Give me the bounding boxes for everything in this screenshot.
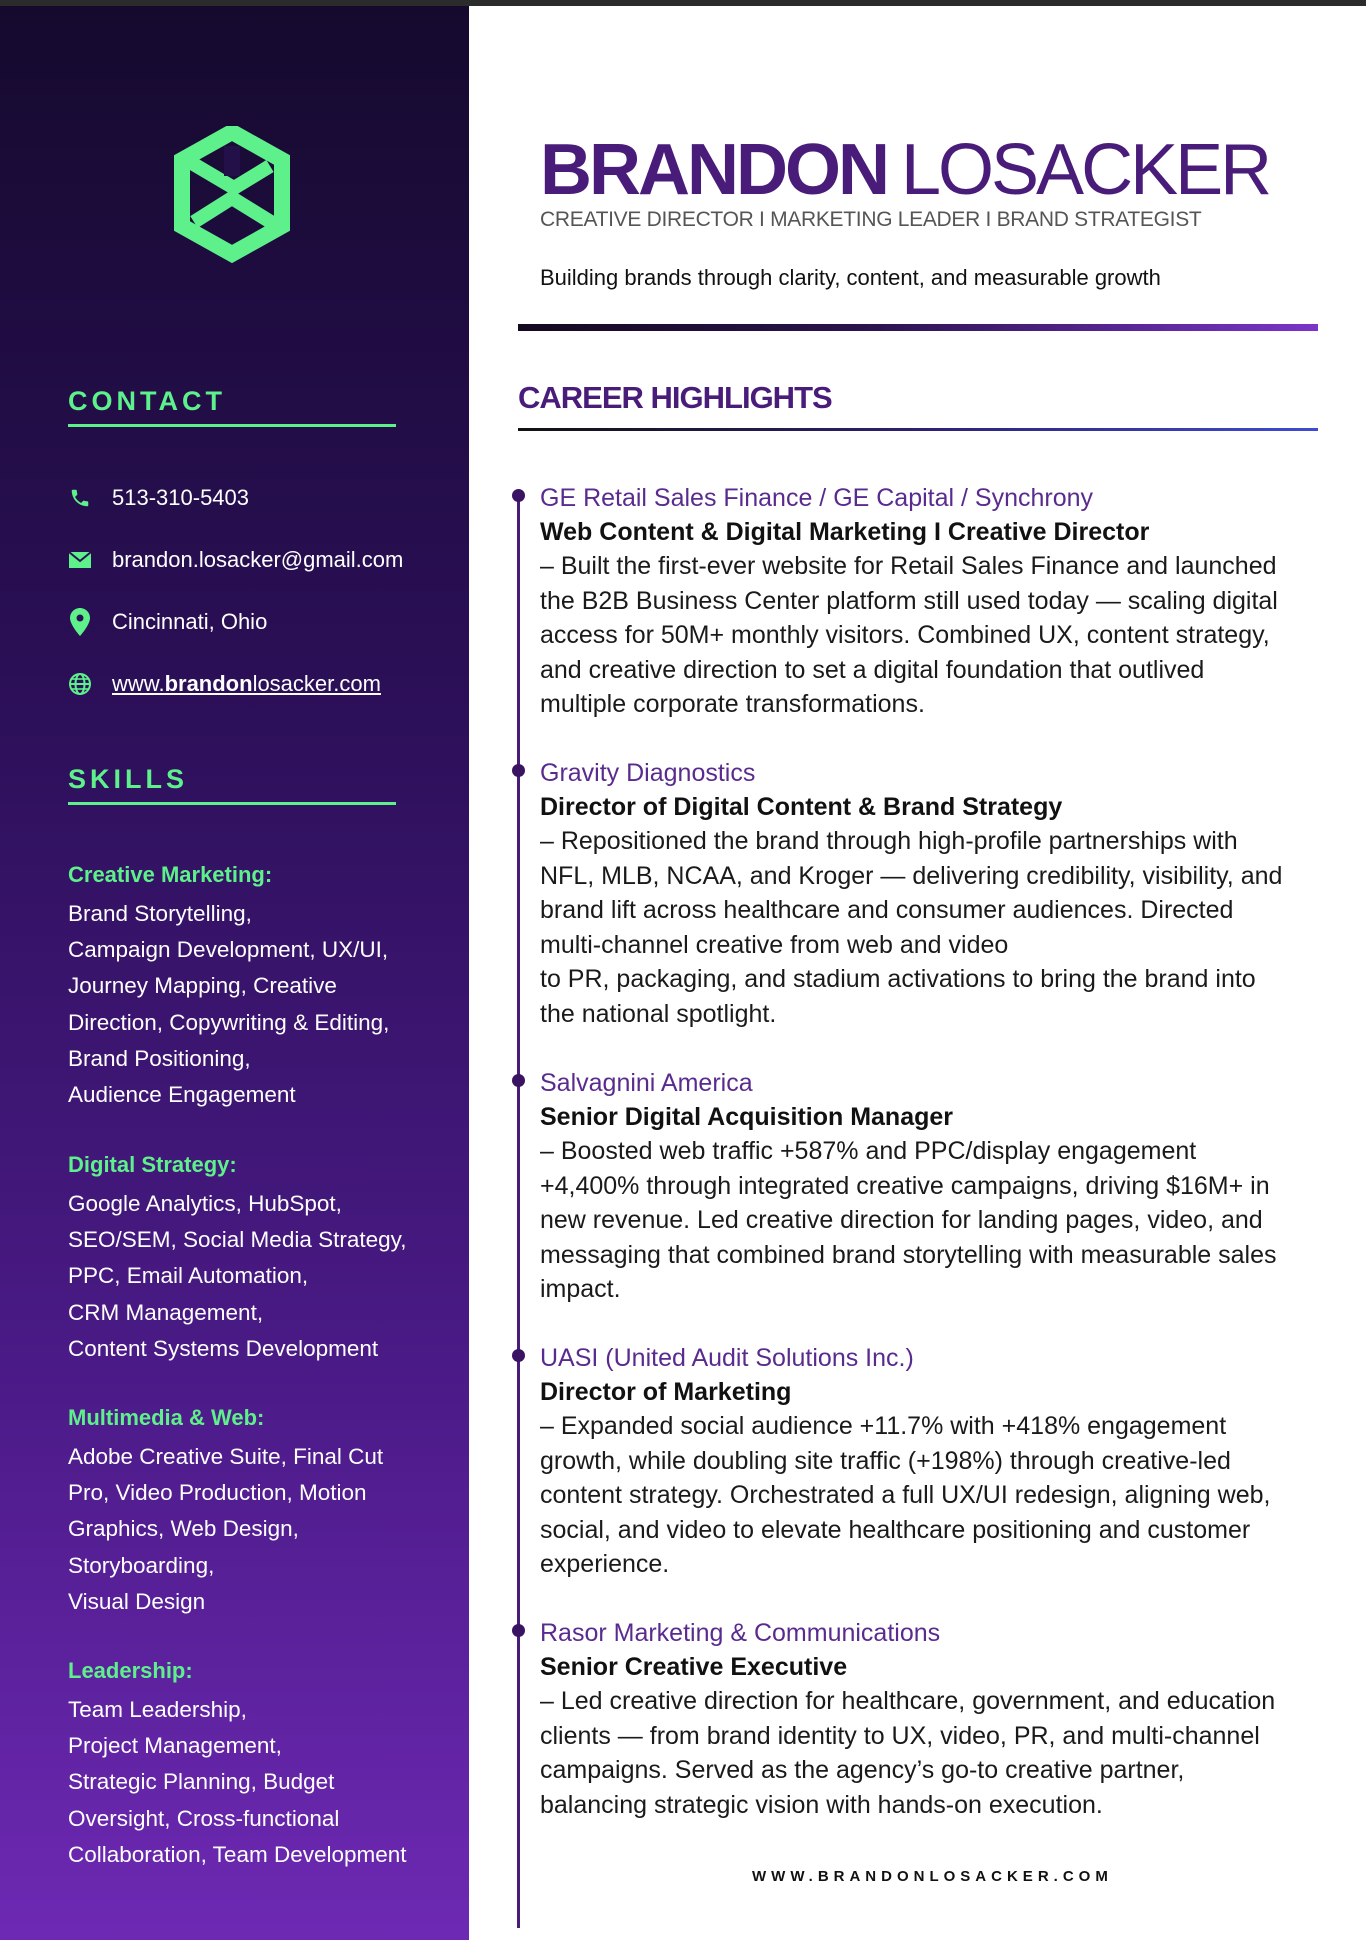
skill-line: Collaboration, Team Development [68, 1841, 407, 1867]
job-description-line: – Led creative direction for healthcare, government, and education [540, 1687, 1276, 1715]
skill-line: Pro, Video Production, Motion [68, 1480, 367, 1506]
job-entry [540, 1616, 1320, 1822]
skill-line: Google Analytics, HubSpot, [68, 1191, 342, 1216]
job-description-line: experience. [540, 1550, 670, 1578]
job-role: Senior Digital Acquisition Manager [540, 1103, 954, 1131]
job-description-line: access for 50M+ monthly visitors. Combined UX, content strategy, [540, 621, 1270, 649]
skill-line: Brand Storytelling, [68, 901, 252, 926]
job-description-line: brand lift across healthcare and consumer audiences. Directed [540, 896, 1234, 924]
skill-title: Multimedia & Web: [68, 1405, 265, 1430]
timeline-dot [512, 1349, 525, 1362]
skill-group-digital-strategy [68, 1152, 448, 1367]
job-description-line: to PR, packaging, and stadium activations to bring the brand into [540, 965, 1256, 993]
website-prefix: www. [112, 671, 165, 696]
skill-line: Project Management, [68, 1733, 282, 1759]
skill-title: Creative Marketing: [68, 862, 273, 887]
skill-line: Visual Design [68, 1588, 206, 1614]
job-role: Web Content & Digital Marketing I Creative Director [540, 518, 1150, 546]
job-title-line: CREATIVE DIRECTOR I MARKETING LEADER I BRAND STRATEGIST [540, 208, 1202, 231]
contact-location [68, 604, 267, 640]
skill-line: Strategic Planning, Budget [68, 1769, 335, 1795]
job-description-line: +4,400% through integrated creative campaigns, driving $16M+ in [540, 1171, 1270, 1200]
company-name: UASI (United Audit Solutions Inc.) [540, 1344, 914, 1372]
contact-heading: CONTACT [68, 386, 226, 416]
job-description-line: the national spotlight. [540, 999, 777, 1028]
company-name: Gravity Diagnostics [540, 759, 756, 787]
last-name: LOSACKER [900, 130, 1270, 210]
email-address[interactable]: brandon.losacker@gmail.com [112, 547, 404, 572]
skill-line: Campaign Development, UX/UI, [68, 937, 389, 963]
phone-number: 513-310-5403 [112, 485, 250, 510]
company-name: Rasor Marketing & Communications [540, 1619, 941, 1647]
job-description-line: – Boosted web traffic +587% and PPC/display engagement [540, 1137, 1197, 1165]
location-pin-icon [68, 610, 92, 634]
skills-heading: SKILLS [68, 764, 189, 794]
job-description-line: – Expanded social audience +11.7% with +418% engagement [540, 1412, 1227, 1440]
skills-rule [68, 802, 396, 805]
website-link[interactable] [112, 671, 381, 697]
header-divider [518, 324, 1318, 331]
job-description-line: NFL, MLB, NCAA, and Kroger — delivering credibility, visibility, and [540, 861, 1283, 890]
location-text: Cincinnati, Ohio [112, 609, 268, 634]
contact-email[interactable] [68, 542, 403, 578]
job-description-line: the B2B Business Center platform still used today — scaling digital [540, 586, 1278, 615]
first-name: BRANDON [540, 130, 887, 210]
skill-line: Brand Positioning, [68, 1045, 251, 1071]
skill-line: Journey Mapping, Creative [68, 973, 337, 999]
contact-phone [68, 480, 249, 516]
contact-rule [68, 424, 396, 427]
job-description-line: new revenue. Led creative direction for landing pages, video, and [540, 1206, 1263, 1234]
skill-line: Graphics, Web Design, [68, 1516, 299, 1542]
section-divider [518, 428, 1318, 431]
job-entry [540, 481, 1320, 722]
skill-line: Direction, Copywriting & Editing, [68, 1009, 390, 1035]
name-heading [540, 130, 1269, 210]
logo-icon [172, 126, 292, 266]
timeline-line [517, 495, 520, 1928]
job-description-line: impact. [540, 1275, 621, 1303]
job-role: Director of Marketing [540, 1378, 792, 1406]
tagline: Building brands through clarity, content, and measurable growth [540, 265, 1161, 290]
timeline-dot [512, 1074, 525, 1087]
website-bold: brandon [164, 671, 253, 696]
skill-group-leadership [68, 1658, 448, 1873]
career-highlights-heading: CAREER HIGHLIGHTS [518, 380, 832, 415]
skill-group-multimedia-web [68, 1405, 448, 1620]
job-description-line: social, and video to elevate healthcare positioning and customer [540, 1515, 1251, 1544]
timeline-dot [512, 1624, 525, 1637]
job-description-line: content strategy. Orchestrated a full UX/UI redesign, aligning web, [540, 1481, 1271, 1509]
skill-line: Team Leadership, [68, 1697, 247, 1722]
job-description-line: and creative direction to set a digital foundation that outlived [540, 655, 1205, 684]
skill-line: CRM Management, [68, 1299, 264, 1325]
contact-website[interactable] [68, 666, 381, 702]
sidebar [0, 6, 469, 1940]
footer-website[interactable]: WWW.BRANDONLOSACKER.COM [752, 1868, 1113, 1885]
job-description-line: campaigns. Served as the agency’s go-to creative partner, [540, 1756, 1185, 1784]
skill-line: Audience Engagement [68, 1082, 296, 1108]
skill-line: Oversight, Cross-functional [68, 1805, 340, 1831]
job-description-line: messaging that combined brand storytelling with measurable sales [540, 1240, 1277, 1269]
skill-group-creative-marketing [68, 862, 448, 1113]
skill-title: Leadership: [68, 1658, 193, 1683]
email-icon [68, 548, 92, 572]
skill-line: Adobe Creative Suite, Final Cut [68, 1444, 384, 1469]
skill-line: SEO/SEM, Social Media Strategy, [68, 1227, 407, 1253]
skill-line: Storyboarding, [68, 1552, 215, 1578]
timeline-dot [512, 489, 525, 502]
job-description-line: multiple corporate transformations. [540, 690, 925, 718]
skill-line: PPC, Email Automation, [68, 1263, 309, 1289]
job-entry [540, 756, 1320, 1031]
phone-icon [68, 486, 92, 510]
job-description-line: multi-channel creative from web and video [540, 930, 1009, 959]
job-entry [540, 1341, 1320, 1582]
globe-icon [68, 672, 92, 696]
company-name: GE Retail Sales Finance / GE Capital / Synchrony [540, 484, 1094, 512]
timeline-dot [512, 764, 525, 777]
job-description-line: – Repositioned the brand through high-profile partnerships with [540, 827, 1238, 855]
skill-title: Digital Strategy: [68, 1152, 237, 1177]
job-description-line: – Built the first-ever website for Retail Sales Finance and launched [540, 552, 1277, 580]
job-role: Director of Digital Content & Brand Strategy [540, 793, 1063, 821]
job-description-line: growth, while doubling site traffic (+198%) through creative-led [540, 1446, 1231, 1475]
job-entry [540, 1066, 1320, 1307]
website-suffix: losacker.com [252, 671, 381, 696]
job-description-line: balancing strategic vision with hands-on execution. [540, 1790, 1103, 1819]
company-name: Salvagnini America [540, 1069, 753, 1097]
job-description-line: clients — from brand identity to UX, video, PR, and multi-channel [540, 1721, 1260, 1750]
skill-line: Content Systems Development [68, 1335, 379, 1361]
job-role: Senior Creative Executive [540, 1653, 848, 1681]
